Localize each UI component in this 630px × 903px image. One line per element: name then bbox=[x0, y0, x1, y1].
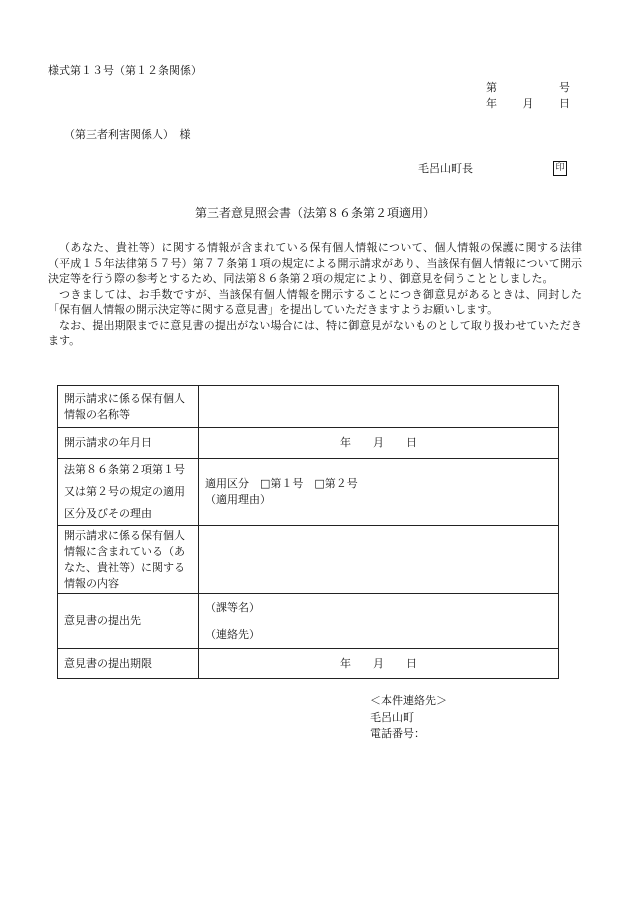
row-label-submission-destination: 意見書の提出先 bbox=[58, 594, 199, 649]
addressee: （第三者利害関係人） 様 bbox=[64, 128, 191, 141]
document-title: 第三者意見照会書（法第８６条第２項適用） bbox=[194, 206, 435, 220]
body-paragraph-1: （あなた、貴社等）に関する情報が含まれている保有個人情報について、個人情報の保護に関する法律（平成１５年法律第５７号）第７７条第１項の規定による開示請求があり、当該保有個人情報について開示決定等を行う際の参考とするため、同法第８６条第２項の規定により、御意見を伺うこととしました。 bbox=[48, 241, 582, 285]
row-label-info-content: 開示請求に係る保有個人情報に含まれている（あなた、貴社等）に関する情報の内容 bbox=[58, 526, 199, 594]
number-suffix: 号 bbox=[559, 81, 570, 94]
row-value-request-date: 年 月 日 bbox=[199, 428, 559, 459]
table-row bbox=[58, 459, 559, 526]
form-number: 様式第１３号（第１２条関係） bbox=[48, 64, 202, 77]
row-value-info-content bbox=[199, 526, 559, 594]
table-row bbox=[58, 428, 559, 459]
date-year: 年 bbox=[486, 97, 497, 110]
row-value-request-name bbox=[199, 386, 559, 428]
contact-org: 毛呂山町 bbox=[370, 710, 414, 724]
body-text bbox=[48, 240, 582, 349]
contact-heading: ＜本件連絡先＞ bbox=[370, 694, 447, 707]
contact-label: （連絡先） bbox=[205, 627, 260, 641]
row-label-request-name: 開示請求に係る保有個人情報の名称等 bbox=[58, 386, 199, 428]
contact-phone-label: 電話番号： bbox=[370, 727, 425, 740]
category-reason-label: （適用理由） bbox=[205, 493, 271, 506]
row-label-applicable-category: 法第８６条第２項第１号又は第２号の規定の適用区分及びその理由 bbox=[58, 459, 199, 526]
department-name-label: （課等名） bbox=[205, 600, 260, 614]
sender-name: 毛呂山町長 bbox=[418, 162, 473, 175]
date-month: 月 bbox=[522, 97, 534, 110]
category-checkboxes: 適用区分 □第１号 □第２号 bbox=[205, 477, 358, 490]
row-value-submission-destination bbox=[199, 594, 559, 649]
body-paragraph-2: つきましては、お手数ですが、当該保有個人情報を開示することにつき御意見があるときは、同封した「保有個人情報の開示決定等に関する意見書」を提出していただきますようお願いします。 bbox=[48, 287, 582, 316]
table-row bbox=[58, 386, 559, 428]
body-paragraph-3: なお、提出期限までに意見書の提出がない場合には、特に御意見がないものとして取り扱わせていただきます。 bbox=[48, 318, 582, 347]
table-row bbox=[58, 526, 559, 594]
row-label-request-date: 開示請求の年月日 bbox=[58, 428, 199, 459]
number-prefix: 第 bbox=[486, 81, 497, 94]
date-day: 日 bbox=[559, 97, 570, 110]
table-row bbox=[58, 649, 559, 679]
row-value-submission-deadline: 年 月 日 bbox=[199, 649, 559, 679]
row-label-submission-deadline: 意見書の提出期限 bbox=[58, 649, 199, 679]
row-value-applicable-category bbox=[199, 459, 559, 526]
contact-block bbox=[370, 693, 447, 743]
table-row bbox=[58, 594, 559, 649]
info-table bbox=[57, 385, 559, 679]
document-number-block bbox=[486, 80, 570, 112]
seal-mark: 印 bbox=[553, 161, 567, 176]
